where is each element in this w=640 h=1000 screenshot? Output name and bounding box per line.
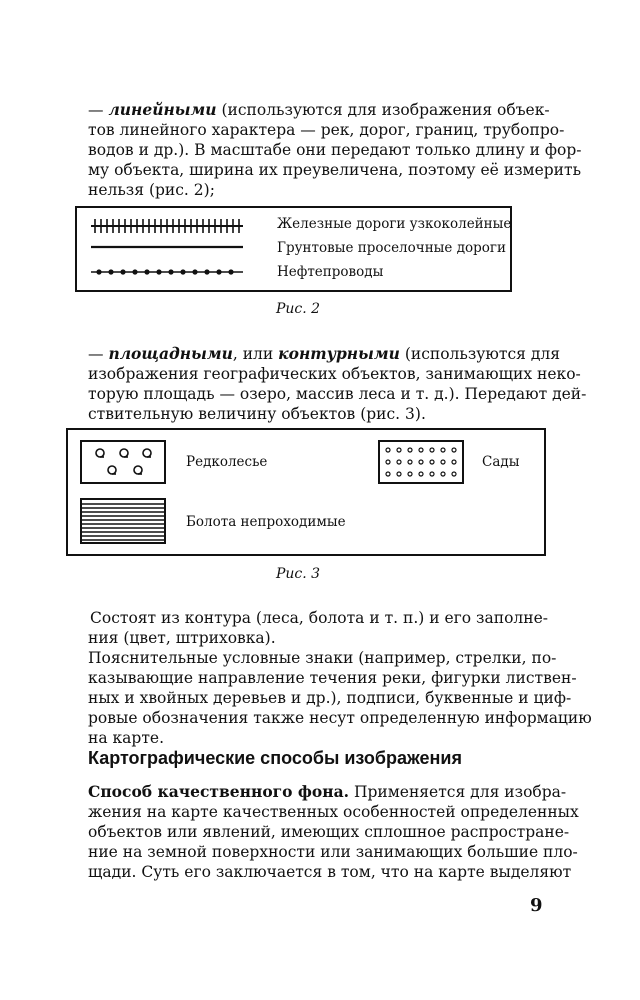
dirt-road-line-icon (87, 242, 247, 252)
page-number: 9 (530, 895, 543, 916)
text-line: щади. Суть его заключается в том, что на карте выделяют (88, 863, 572, 881)
section-heading: Картографические способы изображения (88, 748, 462, 768)
text-line: объектов или явлений, имеющих сплошное распростране- (88, 823, 570, 841)
figure-2-caption: Рис. 2 (275, 301, 321, 317)
text-line: — площадными, или контурными (используются для (88, 344, 561, 363)
paragraph-contour-filling (88, 608, 549, 648)
legend-label: Болота непроходимые (186, 514, 346, 530)
text-line: торую площадь — озеро, массив леса и т. д.). Передают дей- (88, 385, 587, 403)
text-line: изображения географических объектов, занимающих неко- (88, 365, 581, 383)
figure-3-caption: Рис. 3 (275, 566, 321, 582)
text-line: нельзя (рис. 2); (88, 181, 215, 199)
text-line: — линейными (используются для изображения объек- (88, 100, 550, 119)
legend-label: Нефтепроводы (277, 264, 384, 280)
legend-label: Сады (482, 454, 520, 470)
paragraph-area-symbols (88, 344, 587, 424)
figure-3-legend-box (66, 428, 546, 556)
text-line: ровые обозначения также несут определенную информацию (88, 709, 592, 727)
swamp-icon (80, 498, 166, 544)
text-line: Способ качественного фона. Применяется для изобра- (88, 782, 567, 801)
railway-line-icon (87, 212, 247, 292)
legend-label: Редколесье (186, 454, 268, 470)
text-line: му объекта, ширина их преувеличена, поэтому её измерить (88, 161, 582, 179)
text-line: жения на карте качественных особенностей определенных (88, 803, 579, 821)
sparse-forest-icon (80, 440, 166, 484)
pipeline-line-icon (87, 266, 247, 278)
text-line: Пояснительные условные знаки (например, стрелки, по- (88, 649, 557, 667)
text-line: ния (цвет, штриховка). (88, 629, 276, 647)
paragraph-explanatory-symbols (88, 648, 592, 748)
text-line: водов и др.). В масштабе они передают только длину и фор- (88, 141, 582, 159)
text-line: Состоят из контура (леса, болота и т. п.) и его заполне- (90, 609, 549, 627)
text-line: ных и хвойных деревьев и др.), подписи, буквенные и циф- (88, 689, 572, 707)
text-line: ствительную величину объектов (рис. 3). (88, 405, 426, 423)
text-line: на карте. (88, 729, 165, 747)
orchard-icon (378, 440, 464, 484)
text-line: тов линейного характера — рек, дорог, границ, трубопро- (88, 121, 565, 139)
text-line: казывающие направление течения реки, фигурки листвен- (88, 669, 577, 687)
text-line: ние на земной поверхности или занимающих большие пло- (88, 843, 578, 861)
legend-label: Грунтовые проселочные дороги (277, 240, 506, 256)
paragraph-qualitative-background (88, 782, 579, 882)
legend-label: Железные дороги узкоколейные (277, 216, 512, 232)
paragraph-linear-symbols (88, 100, 582, 200)
figure-2-legend-box (75, 206, 512, 292)
